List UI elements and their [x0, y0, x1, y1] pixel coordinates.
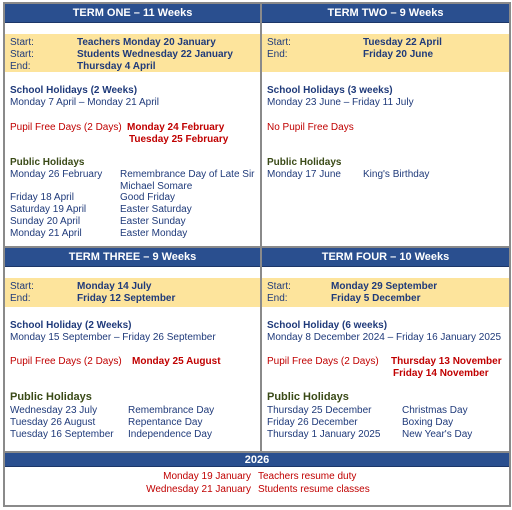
term-four-pupil-free-label: Pupil Free Days (2 Days)	[267, 356, 379, 367]
term-one-start-label-2: Start:	[10, 49, 34, 60]
term-four-holidays-title: School Holiday (6 weeks)	[267, 320, 388, 331]
term-one-start-teachers: Teachers Monday 20 January	[77, 37, 216, 48]
term-four-holidays-dates: Monday 8 December 2024 – Friday 16 January 2025	[267, 332, 502, 343]
term-two-public-title: Public Holidays	[267, 157, 342, 168]
next-year-header: 2026	[5, 453, 509, 467]
term-one-header: TERM ONE – 11 Weeks	[5, 4, 260, 23]
term-two-holidays-dates: Monday 23 June – Friday 11 July	[267, 97, 414, 108]
term-three-pupil-free-label: Pupil Free Days (2 Days)	[10, 356, 122, 367]
public-holiday-name: Independence Day	[128, 429, 212, 440]
term-three-end-label: End:	[10, 293, 31, 304]
next-year-date: Wednesday 21 January	[146, 484, 251, 495]
term-four-pupil-free-1: Thursday 13 November	[391, 356, 502, 367]
public-holiday-date: Wednesday 23 July	[10, 405, 98, 416]
term-four-end-value: Friday 5 December	[331, 293, 421, 304]
term-four-end-label: End:	[267, 293, 288, 304]
term-three-end-value: Friday 12 September	[77, 293, 176, 304]
public-holiday-date: Saturday 19 April	[10, 204, 87, 215]
public-holiday-date: Thursday 25 December	[267, 405, 372, 416]
term-calendar-table	[3, 2, 511, 507]
public-holiday-name: Remembrance Day	[128, 405, 215, 416]
next-year-date: Monday 19 January	[163, 471, 251, 482]
public-holiday-name: Michael Somare	[120, 181, 193, 192]
term-four-pupil-free-2: Friday 14 November	[393, 368, 489, 379]
term-three-header: TERM THREE – 9 Weeks	[5, 248, 260, 267]
public-holiday-name: Easter Saturday	[120, 204, 192, 215]
public-holiday-date: Thursday 1 January 2025	[267, 429, 381, 440]
term-one-start-label: Start:	[10, 37, 34, 48]
term-four-public-title: Public Holidays	[267, 391, 349, 403]
term-four-start-value: Monday 29 September	[331, 281, 438, 292]
term-two-end-value: Friday 20 June	[363, 49, 434, 60]
term-three-panel	[4, 247, 261, 452]
public-holiday-date: Friday 18 April	[10, 192, 74, 203]
term-two-start-value: Tuesday 22 April	[363, 37, 442, 48]
term-one-holidays-dates: Monday 7 April – Monday 21 April	[10, 97, 159, 108]
term-two-pupil-free-label: No Pupil Free Days	[267, 122, 354, 133]
term-three-public-title: Public Holidays	[10, 391, 92, 403]
term-one-panel	[4, 3, 261, 247]
public-holiday-name: Boxing Day	[402, 417, 454, 428]
public-holiday-name: Christmas Day	[402, 405, 468, 416]
next-year-body	[5, 467, 509, 505]
next-year-panel	[4, 452, 510, 506]
term-two-start-label: Start:	[267, 37, 291, 48]
term-one-start-students: Students Wednesday 22 January	[77, 49, 233, 60]
public-holiday-name: Repentance Day	[128, 417, 203, 428]
public-holiday-name: Good Friday	[120, 192, 176, 203]
term-three-holidays-title: School Holiday (2 Weeks)	[10, 320, 132, 331]
term-two-holidays-title: School Holidays (3 weeks)	[267, 85, 393, 96]
public-holiday-name: New Year's Day	[402, 429, 473, 440]
public-holiday-date: Tuesday 16 September	[10, 429, 114, 440]
public-holiday-date: Sunday 20 April	[10, 216, 81, 227]
public-holiday-name: King's Birthday	[363, 169, 430, 180]
term-four-panel	[261, 247, 510, 452]
public-holiday-date: Monday 17 June	[267, 169, 341, 180]
next-year-event: Students resume classes	[258, 484, 370, 495]
public-holiday-date: Tuesday 26 August	[10, 417, 96, 428]
term-one-end-label: End:	[10, 61, 31, 72]
term-one-public-title: Public Holidays	[10, 157, 85, 168]
term-one-pupil-free-label: Pupil Free Days (2 Days)	[10, 122, 122, 133]
public-holiday-date: Friday 26 December	[267, 417, 358, 428]
term-one-pupil-free-1: Monday 24 February	[127, 122, 225, 133]
public-holiday-date: Monday 21 April	[10, 228, 82, 239]
term-three-start-label: Start:	[10, 281, 34, 292]
term-two-end-label: End:	[267, 49, 288, 60]
term-two-panel	[261, 3, 510, 247]
term-one-holidays-title: School Holidays (2 Weeks)	[10, 85, 138, 96]
public-holiday-name: Remembrance Day of Late Sir	[120, 169, 255, 180]
term-four-header: TERM FOUR – 10 Weeks	[262, 248, 509, 267]
public-holiday-name: Easter Sunday	[120, 216, 186, 227]
term-three-start-value: Monday 14 July	[77, 281, 152, 292]
term-one-pupil-free-2: Tuesday 25 February	[129, 134, 229, 145]
term-one-end-value: Thursday 4 April	[77, 61, 156, 72]
term-four-start-label: Start:	[267, 281, 291, 292]
term-three-holidays-dates: Monday 15 September – Friday 26 September	[10, 332, 216, 343]
public-holiday-date: Monday 26 February	[10, 169, 103, 180]
term-two-header: TERM TWO – 9 Weeks	[262, 4, 509, 23]
public-holiday-name: Easter Monday	[120, 228, 188, 239]
term-three-pupil-free-1: Monday 25 August	[132, 356, 221, 367]
next-year-event: Teachers resume duty	[258, 471, 357, 482]
